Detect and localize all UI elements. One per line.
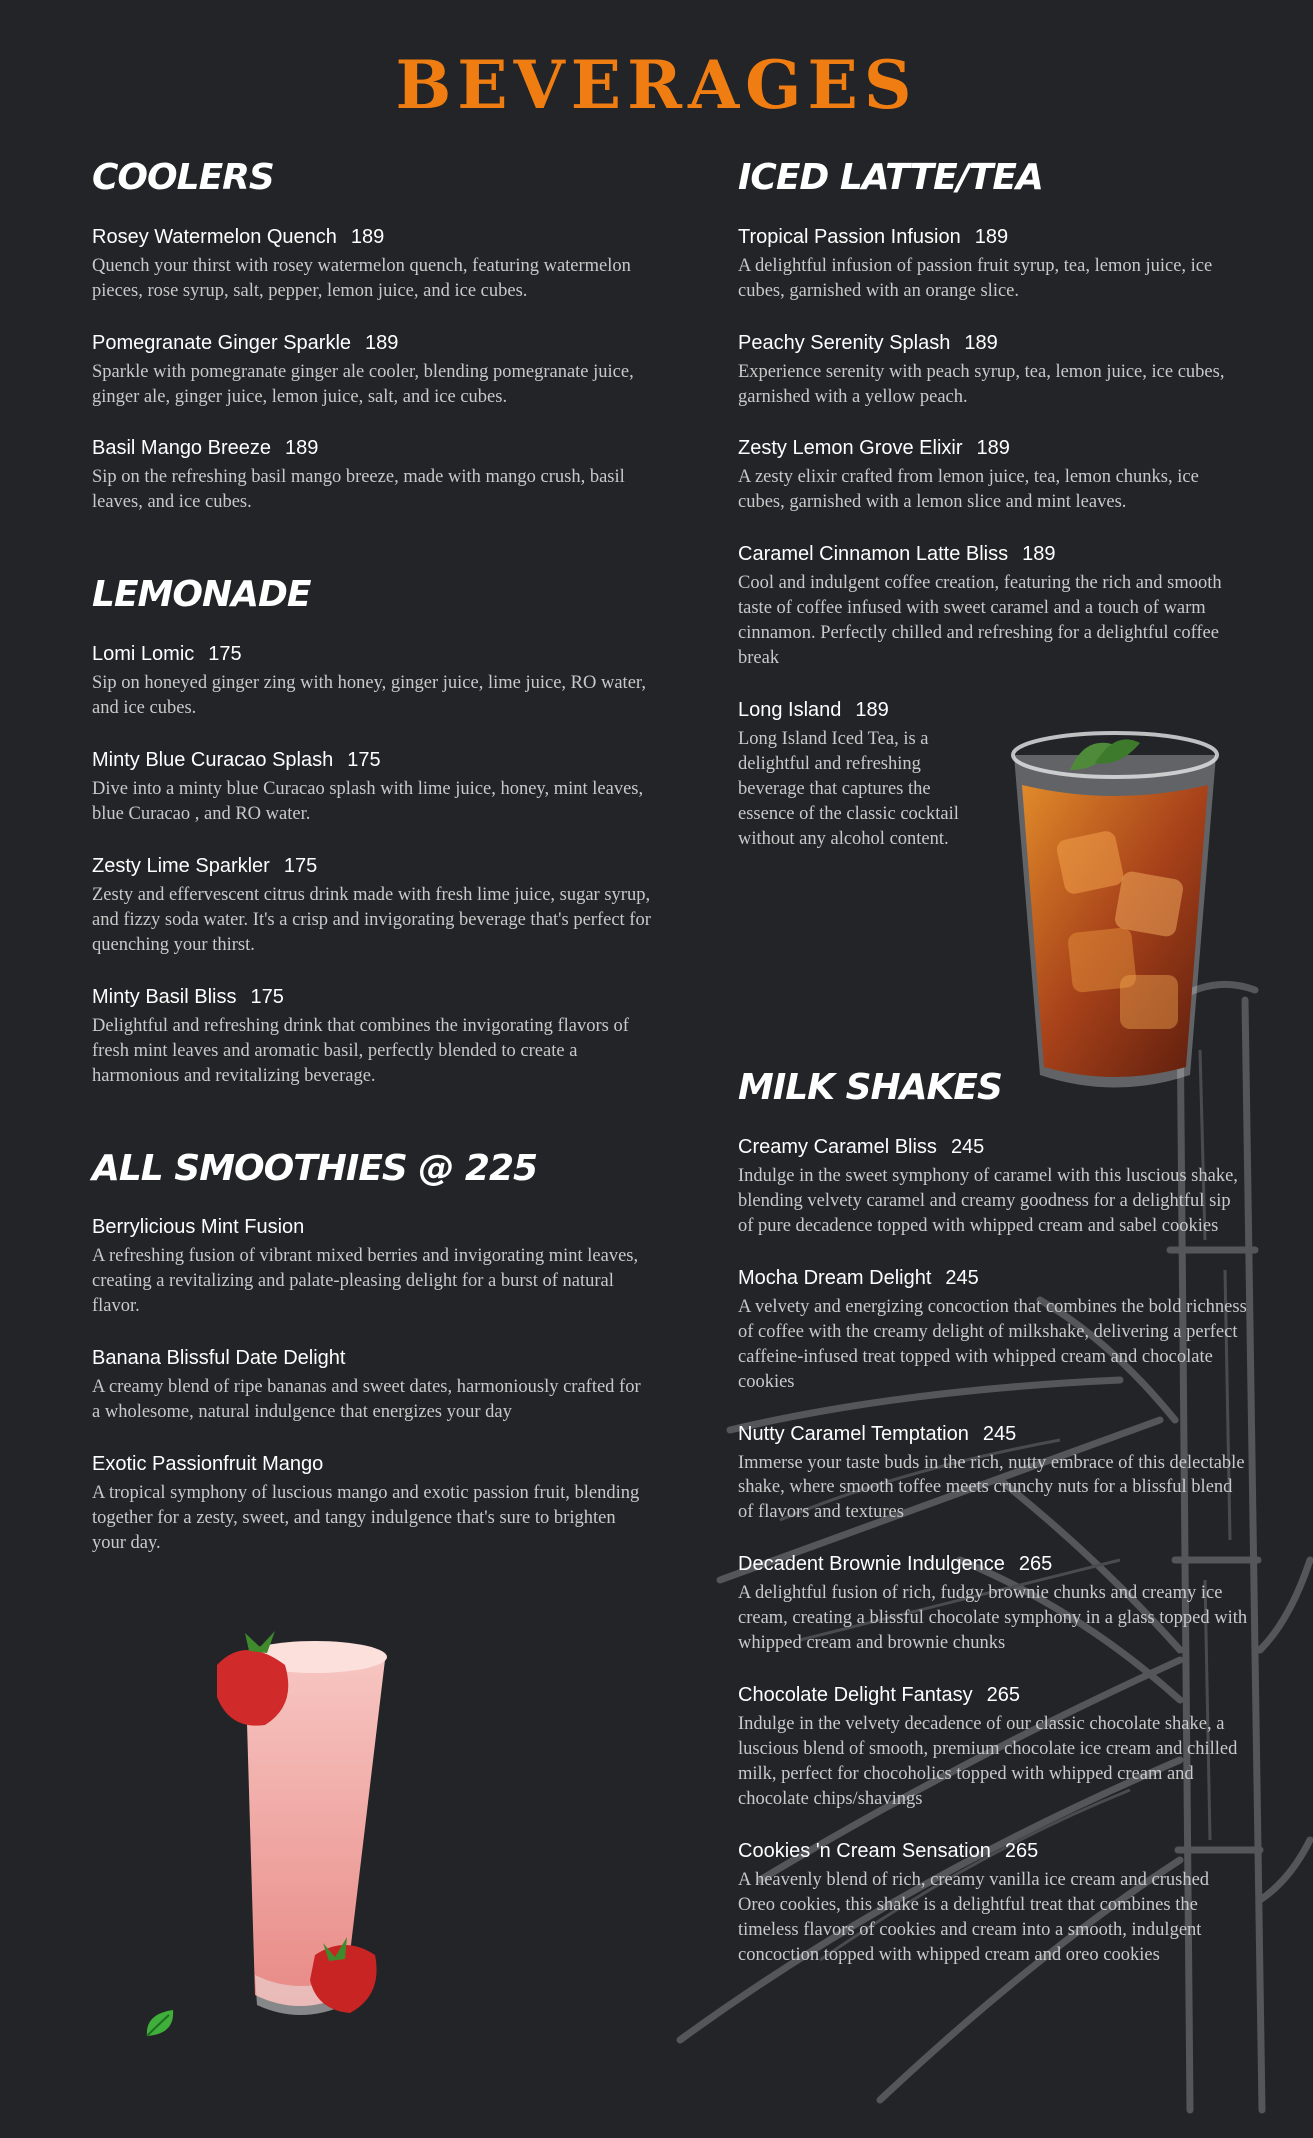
menu-item: [738, 1551, 1248, 1656]
item-description: Zesty and effervescent citrus drink made with fresh lime juice, sugar syrup, and fizzy soda water. It's a crisp and invigorating beverage that's perfect for quenching your thirst.: [92, 884, 651, 955]
item-price: 175: [347, 748, 381, 771]
section-smoothies: [92, 1149, 652, 1556]
iced-tea-glass-image: [1000, 715, 1230, 1105]
item-description: Immerse your taste buds in the rich, nutty embrace of this delectable shake, where smooth toffee meets crunchy nuts for a blissful blend of flavors and textures: [738, 1452, 1245, 1523]
item-description: A refreshing fusion of vibrant mixed berries and invigorating mint leaves, creating a revitalizing and palate-pleasing delight for a burst of natural flavor.: [92, 1246, 639, 1317]
item-description: A tropical symphony of luscious mango and exotic passion fruit, blending together for a zesty, sweet, and tangy indulgence that's sure to brighten your day.: [92, 1483, 640, 1554]
item-name: Chocolate Delight Fantasy: [738, 1684, 973, 1707]
item-price: 265: [986, 1684, 1020, 1707]
menu-item: [738, 435, 1248, 515]
section-title-shakes: MILK SHAKES: [738, 1067, 1002, 1109]
section-title-coolers: COOLERS: [92, 157, 274, 198]
item-price: 175: [250, 985, 284, 1008]
menu-item: [738, 541, 1248, 671]
item-description: A creamy blend of ripe bananas and sweet dates, harmoniously crafted for a wholesome, natural indulgence that energizes your day: [92, 1377, 641, 1423]
item-price: 189: [855, 699, 889, 722]
menu-item: [92, 330, 652, 410]
menu-item: [738, 1265, 1248, 1395]
section-title-iced: ICED LATTE/TEA: [738, 157, 1043, 198]
menu-item: [738, 330, 1248, 410]
menu-item: [92, 1214, 652, 1319]
item-price: 175: [208, 643, 242, 665]
item-description: Long Island Iced Tea, is a delightful and refreshing beverage that captures the essence of the classic cocktail without any alcohol content.: [738, 729, 959, 850]
menu-item: [738, 1134, 1248, 1239]
item-name: Rosey Watermelon Quench: [92, 225, 337, 248]
item-name: Pomegranate Ginger Sparkle: [92, 331, 352, 354]
item-price: 189: [976, 437, 1010, 460]
item-name: Peachy Serenity Splash: [738, 331, 951, 354]
item-price: 245: [945, 1266, 979, 1289]
item-name: Berrylicious Mint Fusion: [92, 1216, 305, 1239]
item-description: Dive into a minty blue Curacao splash with lime juice, honey, mint leaves, blue Curacao , and RO water.: [92, 778, 644, 824]
menu-item: [92, 1451, 652, 1556]
item-price: 189: [284, 437, 319, 460]
item-name: Creamy Caramel Bliss: [738, 1135, 937, 1158]
item-price: 265: [1004, 1840, 1039, 1863]
item-description: Quench your thirst with rosey watermelon quench, featuring watermelon pieces, rose syrup, salt, pepper, lemon juice, and ice cubes.: [92, 255, 631, 301]
item-description: Cool and indulgent coffee creation, featuring the rich and smooth taste of coffee infused with sweet caramel and a touch of warm cinnamon. Perfectly chilled and refreshing for a delightful coffee break: [738, 573, 1222, 669]
item-description: A velvety and energizing concoction that combines the bold richness of coffee with the creamy delight of milkshake, delivering a perfect caffeine-infused treat topped with whipped cream and chocolate cookies: [738, 1296, 1247, 1392]
item-price: 189: [1022, 543, 1056, 566]
item-price: 189: [350, 225, 385, 248]
item-name: Decadent Brownie Indulgence: [738, 1553, 1005, 1576]
item-description: Indulge in the velvety decadence of our classic chocolate shake, a luscious blend of smooth, premium chocolate ice cream and chilled milk, perfect for chocoholics topped with whipped cream and chocolate chips/shavings: [738, 1714, 1238, 1810]
item-name: Nutty Caramel Temptation: [738, 1422, 969, 1445]
item-name: Mocha Dream Delight: [738, 1266, 932, 1289]
item-name: Lomi Lomic: [92, 643, 195, 665]
section-coolers: [92, 158, 652, 515]
item-name: Caramel Cinnamon Latte Bliss: [738, 543, 1009, 566]
menu-title: BEVERAGES: [395, 46, 918, 124]
item-name: Minty Blue Curacao Splash: [92, 748, 334, 771]
menu-item: [92, 641, 652, 721]
item-description: Indulge in the sweet symphony of caramel with this luscious shake, blending velvety caramel and creamy goodness for a delightful sip of pure decadence topped with whipped cream and sabel cookies: [738, 1165, 1238, 1236]
item-description: A zesty elixir crafted from lemon juice, tea, lemon chunks, ice cubes, garnished with a lemon slice and mint leaves.: [738, 467, 1199, 513]
item-price: 189: [974, 225, 1009, 248]
menu-item: [738, 1682, 1248, 1812]
item-price: 245: [950, 1135, 985, 1158]
item-description: A delightful fusion of rich, fudgy brownie chunks and creamy ice cream, creating a blissful chocolate symphony in a glass topped with whipped cream and brownie chunks: [738, 1583, 1248, 1654]
menu-item: [738, 1421, 1248, 1526]
item-name: Tropical Passion Infusion: [738, 225, 961, 248]
item-name: Long Island: [738, 699, 842, 722]
item-name: Basil Mango Breeze: [92, 437, 271, 460]
item-name: Cookies 'n Cream Sensation: [738, 1840, 991, 1863]
menu-item: [92, 853, 652, 958]
section-milk-shakes: [738, 1068, 1248, 1968]
section-title-smoothies: ALL SMOOTHIES @ 225: [92, 1147, 538, 1189]
item-name: Zesty Lemon Grove Elixir: [738, 437, 963, 460]
item-price: 189: [365, 331, 399, 354]
section-title-lemonade: LEMONADE: [92, 574, 311, 616]
item-description: Sip on the refreshing basil mango breeze, made with mango crush, basil leaves, and ice cubes.: [92, 467, 625, 513]
item-description: Sip on honeyed ginger zing with honey, ginger juice, lime juice, RO water, and ice cubes.: [92, 673, 646, 718]
item-price: 245: [982, 1422, 1017, 1445]
item-name: Zesty Lime Sparkler: [92, 854, 270, 877]
item-price: 175: [283, 854, 318, 877]
strawberry-smoothie-image: [205, 1625, 415, 2035]
section-lemonade: [92, 575, 652, 1088]
menu-item: [92, 984, 652, 1089]
item-name: Exotic Passionfruit Mango: [92, 1453, 324, 1476]
item-description: A heavenly blend of rich, creamy vanilla ice cream and crushed Oreo cookies, this shake is a delightful treat that combines the timeless flavors of cookies and cream into a smooth, indulgent concoction topped with whipped cream and oreo cookies: [738, 1870, 1210, 1966]
item-price: 189: [964, 331, 998, 354]
item-description: A delightful infusion of passion fruit syrup, tea, lemon juice, ice cubes, garnished with an orange slice.: [738, 255, 1213, 301]
item-description: Sparkle with pomegranate ginger ale cooler, blending pomegranate juice, ginger ale, ginger juice, lemon juice, salt, and ice cubes.: [92, 361, 634, 407]
menu-item: [92, 1345, 652, 1425]
menu-item: [738, 224, 1248, 304]
menu-item: [92, 435, 652, 515]
menu-item: [92, 224, 652, 304]
item-name: Banana Blissful Date Delight: [92, 1347, 346, 1370]
item-price: 265: [1018, 1553, 1053, 1576]
item-description: Delightful and refreshing drink that combines the invigorating flavors of fresh mint leaves and aromatic basil, perfectly blended to create a harmonious and revitalizing beverage.: [92, 1015, 629, 1086]
left-column: [92, 158, 652, 1582]
item-description: Experience serenity with peach syrup, tea, lemon juice, ice cubes, garnished with a yellow peach.: [738, 361, 1225, 407]
item-name: Minty Basil Bliss: [92, 985, 237, 1008]
menu-item: [738, 1838, 1248, 1968]
leaf-icon: [143, 2006, 177, 2040]
menu-item: [92, 747, 652, 827]
